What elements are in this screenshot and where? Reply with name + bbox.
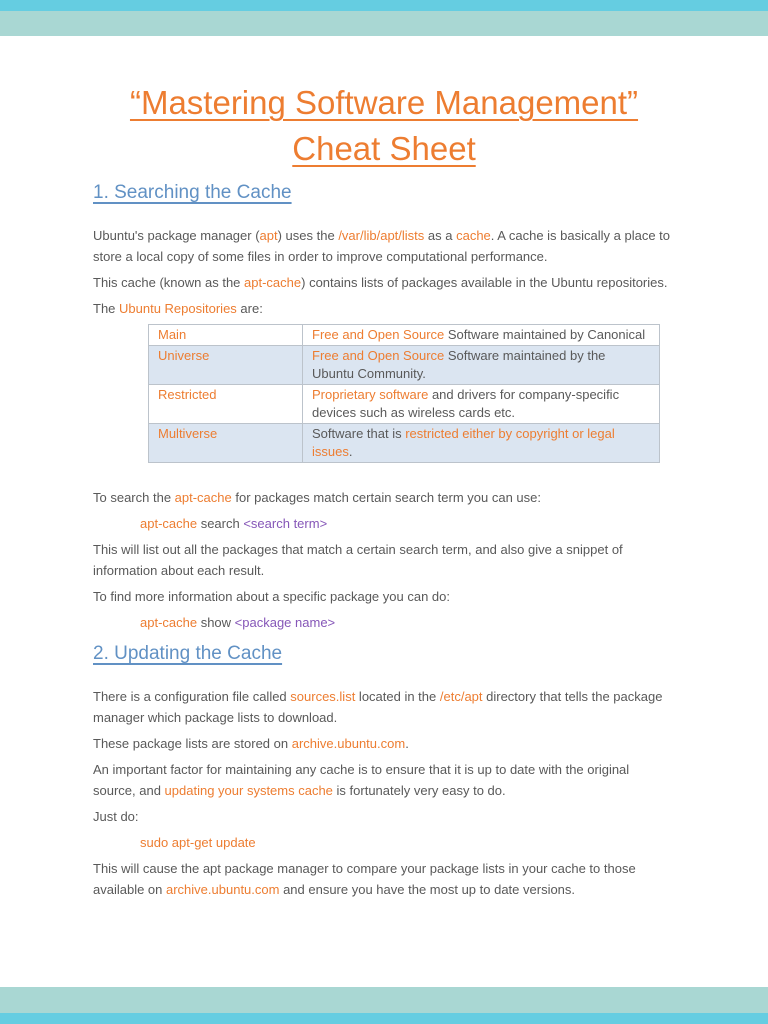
code-line bbox=[93, 513, 675, 534]
text-segment: and ensure you have the most up to date versions. bbox=[279, 882, 576, 897]
text-segment: apt-cache bbox=[140, 516, 198, 531]
text-segment: Free and Open Source bbox=[312, 348, 445, 363]
text-segment: are: bbox=[236, 301, 263, 316]
title-line-1: “Mastering Software Management” bbox=[129, 84, 639, 121]
text-segment: apt-cache bbox=[174, 490, 232, 505]
text-segment: sources.list bbox=[290, 689, 356, 704]
repo-desc-cell bbox=[303, 325, 660, 346]
repo-desc-cell bbox=[303, 385, 660, 424]
text-segment: as a bbox=[424, 228, 457, 243]
text-segment: This will list out all the packages that match a certain search term, and also give a snippet of information about each result. bbox=[93, 542, 623, 578]
text-segment: apt-cache bbox=[140, 615, 198, 630]
text-segment: To search the bbox=[93, 490, 175, 505]
table-row bbox=[149, 385, 660, 424]
paragraph bbox=[93, 858, 675, 900]
paragraph bbox=[93, 806, 675, 827]
text-segment: Free and Open Source bbox=[312, 327, 445, 342]
text-segment: Ubuntu Repositories bbox=[119, 301, 237, 316]
document-body bbox=[93, 180, 675, 900]
text-segment: An important factor for maintaining any cache is to ensure that it is up to date with the original source, and bbox=[93, 762, 630, 798]
paragraph bbox=[93, 298, 675, 319]
text-segment: . bbox=[405, 736, 409, 751]
repo-desc-cell bbox=[303, 424, 660, 463]
bottom-accent-bar bbox=[0, 1013, 768, 1024]
text-segment: and drivers for company-specific devices such as wireless cards etc. bbox=[312, 387, 620, 420]
paragraph bbox=[93, 272, 675, 293]
section-heading: 2. Updating the Cache bbox=[93, 643, 283, 664]
text-segment: <package name> bbox=[234, 615, 336, 630]
text-segment: show bbox=[197, 615, 235, 630]
text-segment: search bbox=[197, 516, 244, 531]
text-segment: updating your systems cache bbox=[164, 783, 333, 798]
text-segment: . bbox=[348, 444, 353, 459]
text-segment: sudo apt-get update bbox=[140, 835, 256, 850]
text-segment: directory that tells the package manager which package lists to download. bbox=[93, 689, 663, 725]
code-line bbox=[93, 612, 675, 633]
paragraph bbox=[93, 759, 675, 801]
text-segment: Proprietary software bbox=[312, 387, 429, 402]
repositories-table bbox=[148, 324, 660, 463]
repo-name-cell: Universe bbox=[149, 346, 303, 385]
text-segment: for packages match certain search term you can use: bbox=[231, 490, 542, 505]
text-segment: apt bbox=[259, 228, 278, 243]
text-segment: . A cache is basically a place to store a local copy of some files in order to improve computational performance. bbox=[93, 228, 671, 264]
table-row bbox=[149, 424, 660, 463]
paragraph bbox=[93, 586, 675, 607]
bottom-band bbox=[0, 987, 768, 1013]
text-segment: cache bbox=[456, 228, 491, 243]
text-segment: To find more information about a specific package you can do: bbox=[93, 589, 450, 604]
repo-name-cell: Main bbox=[149, 325, 303, 346]
paragraph bbox=[93, 225, 675, 267]
text-segment: /etc/apt bbox=[439, 689, 483, 704]
document-content bbox=[93, 0, 675, 905]
table-row bbox=[149, 325, 660, 346]
text-segment: ) contains lists of packages available in the Ubuntu repositories. bbox=[301, 275, 668, 290]
text-segment: The bbox=[93, 301, 120, 316]
table-row bbox=[149, 346, 660, 385]
paragraph bbox=[93, 539, 675, 581]
text-segment: restricted either by copyright or legal issues bbox=[312, 426, 615, 459]
text-segment: apt-cache bbox=[244, 275, 302, 290]
text-segment: Software maintained by Canonical bbox=[444, 327, 646, 342]
text-segment: /var/lib/apt/lists bbox=[338, 228, 425, 243]
text-segment: ) uses the bbox=[277, 228, 339, 243]
paragraph bbox=[93, 487, 675, 508]
repo-name-cell: Multiverse bbox=[149, 424, 303, 463]
text-segment: There is a configuration file called bbox=[93, 689, 291, 704]
title-line-2: Cheat Sheet bbox=[292, 130, 476, 167]
repo-desc-cell bbox=[303, 346, 660, 385]
text-segment: located in the bbox=[355, 689, 440, 704]
text-segment: archive.ubuntu.com bbox=[291, 736, 406, 751]
text-segment: These package lists are stored on bbox=[93, 736, 292, 751]
repo-name-cell: Restricted bbox=[149, 385, 303, 424]
text-segment: Software that is bbox=[312, 426, 406, 441]
text-segment: This will cause the apt package manager to compare your package lists in your cache to those available on bbox=[93, 861, 636, 897]
paragraph bbox=[93, 733, 675, 754]
text-segment: This cache (known as the bbox=[93, 275, 245, 290]
section-heading: 1. Searching the Cache bbox=[93, 182, 292, 203]
document-title bbox=[93, 80, 675, 172]
text-segment: is fortunately very easy to do. bbox=[332, 783, 506, 798]
text-segment: Ubuntu's package manager ( bbox=[93, 228, 260, 243]
paragraph bbox=[93, 686, 675, 728]
text-segment: archive.ubuntu.com bbox=[166, 882, 280, 897]
text-segment: <search term> bbox=[243, 516, 328, 531]
text-segment: Just do: bbox=[93, 809, 139, 824]
code-line bbox=[93, 832, 675, 853]
text-segment: Software maintained by the Ubuntu Community. bbox=[312, 348, 606, 381]
